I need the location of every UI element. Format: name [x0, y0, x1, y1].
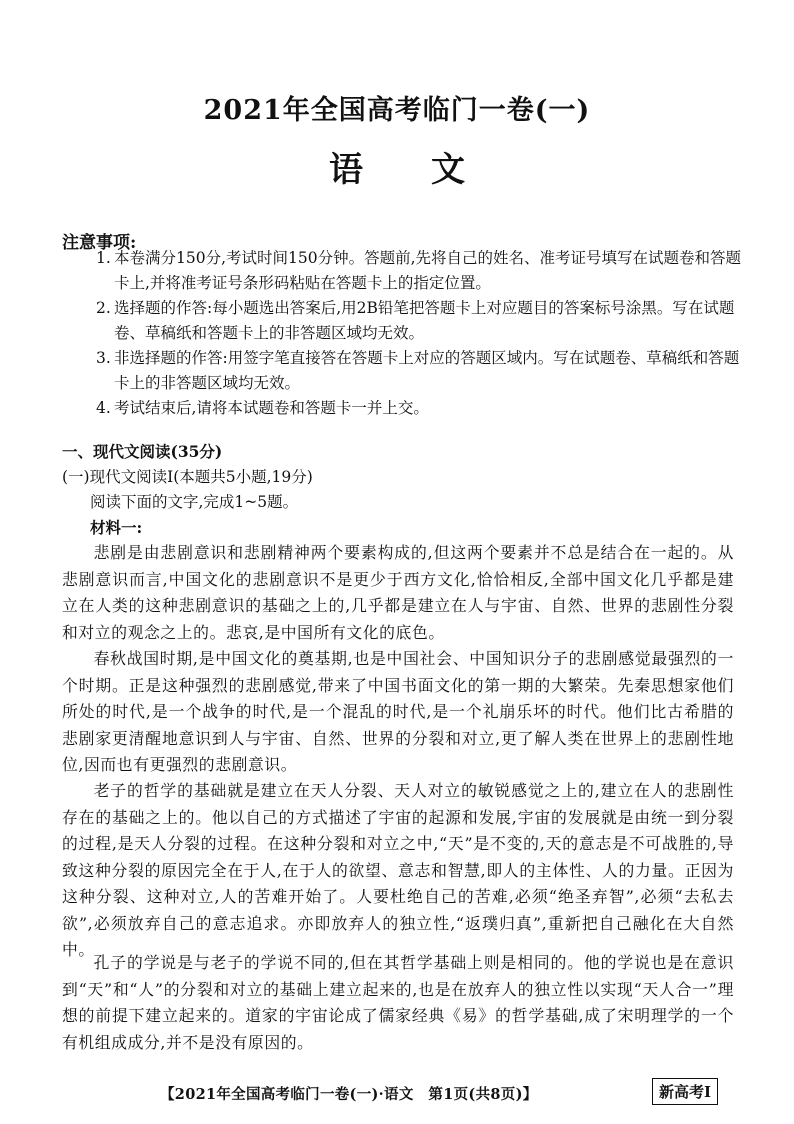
- exam-type-badge: 新高考Ⅰ: [652, 1078, 718, 1105]
- subject-title: [0, 142, 794, 191]
- notice-item-number: 3.: [96, 349, 111, 367]
- notice-item-text: 考试结束后,请将本试题卷和答题卡一并上交。: [114, 399, 429, 417]
- notice-item-number: 4.: [96, 399, 111, 417]
- passage-paragraph: 孔子的学说是与老子的学说不同的,但在其哲学基础上则是相同的。他的学说也是在意识到“天”和“人”的分裂和对立的基础上建立起来的,也是在放弃人的独立性以实现“天人合一”理想的前提下建立起来的。道家的宇宙论成了儒家经典《易》的哲学基础,成了宋明理学的一个有机组成成分,并不是没有原因的。: [62, 953, 734, 1052]
- notice-item: [96, 246, 746, 296]
- material-label: 材料一:: [90, 518, 143, 537]
- passage-paragraph: 老子的哲学的基础就是建立在天人分裂、天人对立的敏锐感觉之上的,建立在人的悲剧性存在的基础之上的。他以自己的方式描述了宇宙的起源和发展,宇宙的发展就是由统一到分裂的过程,是天人分裂的过程。在这种分裂和对立之中,“天”是不变的,天的意志是不可战胜的,导致这种分裂的原因完全在于人,在于人的欲望、意志和智慧,即人的主体性、人的力量。正因为这种分裂、这种对立,人的苦难开始了。人要杜绝自己的苦难,必须“绝圣弃智”,必须“去私去欲”,必须放弃自己的意志追求。亦即放弃人的独立性,“返璞归真”,重新把自己融化在大自然中。: [62, 781, 734, 959]
- subject-char: 文: [431, 150, 465, 190]
- notice-heading: 注意事项:: [62, 233, 137, 253]
- section-heading: 一、现代文阅读(35分): [62, 442, 223, 461]
- passage-paragraph: 春秋战国时期,是中国文化的奠基期,也是中国社会、中国知识分子的悲剧感觉最强烈的一个时期。正是这种强烈的悲剧感觉,带来了中国书面文化的第一期的大繁荣。先秦思想家他们所处的时代,是一个战争的时代,是一个混乱的时代,是一个礼崩乐坏的时代。他们比古希腊的悲剧家更清醒地意识到人与宇宙、自然、世界的分裂和对立,更了解人类在世界上的悲剧性地位,因而也有更强烈的悲剧意识。: [62, 649, 734, 774]
- notice-item: [96, 396, 746, 421]
- subject-char: 语: [329, 150, 363, 190]
- notice-item-number: 2.: [96, 299, 111, 317]
- page-footer: 【2021年全国高考临门一卷(一)·语文 第1页(共8页)】: [160, 1086, 538, 1103]
- reading-instruction: 阅读下面的文字,完成1~5题。: [90, 493, 299, 511]
- exam-title: 2021年全国高考临门一卷(一): [203, 95, 591, 126]
- notice-item-text: 非选择题的作答:用签字笔直接答在答题卡上对应的答题区域内。写在试题卷、草稿纸和答题卡上的非答题区域均无效。: [114, 349, 740, 392]
- notice-item: [96, 296, 746, 346]
- passage-paragraph: 悲剧是由悲剧意识和悲剧精神两个要素构成的,但这两个要素并不总是结合在一起的。从悲剧意识而言,中国文化的悲剧意识不是更少于西方文化,恰恰相反,全部中国文化几乎都是建立在人类的这种悲剧意识的基础之上的,几乎都是建立在人与宇宙、自然、世界的悲剧性分裂和对立的观念之上的。悲哀,是中国所有文化的底色。: [62, 543, 734, 642]
- notice-item: [96, 346, 746, 396]
- notice-item-text: 选择题的作答:每小题选出答案后,用2B铅笔把答题卡上对应题目的答案标号涂黑。写在试题卷、草稿纸和答题卡上的非答题区域均无效。: [114, 299, 735, 342]
- notice-item-number: 1.: [96, 249, 111, 267]
- part-heading: (一)现代文阅读Ⅰ(本题共5小题,19分): [62, 468, 313, 486]
- notice-item-text: 本卷满分150分,考试时间150分钟。答题前,先将自己的姓名、准考证号填写在试题卷和答题卡上,并将准考证号条形码粘贴在答题卡上的指定位置。: [114, 249, 742, 292]
